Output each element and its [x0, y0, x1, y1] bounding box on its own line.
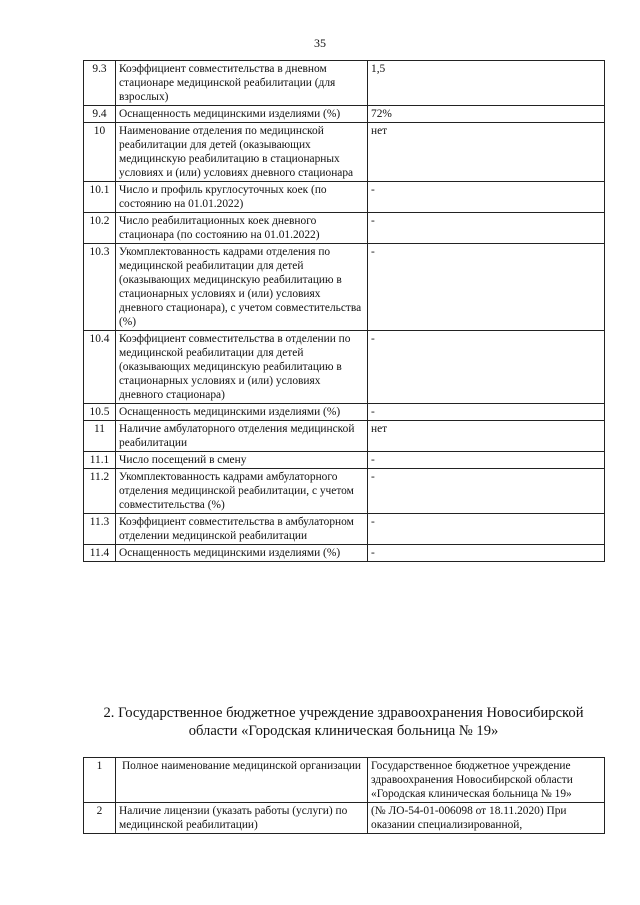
indicator-name: Число посещений в смену [116, 452, 368, 469]
row-number: 11.2 [84, 469, 116, 514]
table-row [84, 331, 605, 404]
indicator-value: - [368, 404, 605, 421]
table-row [84, 469, 605, 514]
table-row [84, 244, 605, 331]
table-row [84, 182, 605, 213]
row-number: 10 [84, 123, 116, 182]
indicator-value: - [368, 514, 605, 545]
table-row [84, 404, 605, 421]
row-number: 1 [84, 758, 116, 803]
indicator-value: - [368, 331, 605, 404]
rehabilitation-table [83, 60, 605, 562]
indicator-name: Наличие лицензии (указать работы (услуги) по медицинской реабилитации) [116, 803, 368, 834]
table-row [84, 545, 605, 562]
row-number: 10.1 [84, 182, 116, 213]
table-row [84, 421, 605, 452]
indicator-name: Наличие амбулаторного отделения медицинской реабилитации [116, 421, 368, 452]
indicator-name: Коэффициент совместительства в дневном стационаре медицинской реабилитации (для взрослых) [116, 61, 368, 106]
organization-table [83, 757, 605, 834]
indicator-value: 72% [368, 106, 605, 123]
row-number: 11.1 [84, 452, 116, 469]
indicator-value: 1,5 [368, 61, 605, 106]
indicator-value: - [368, 452, 605, 469]
page-number: 35 [314, 36, 326, 50]
table-row [84, 452, 605, 469]
section-heading: 2. Государственное бюджетное учреждение здравоохранения Новосибирской области «Городская клиническая больница № 19» [103, 705, 584, 739]
table-row [84, 61, 605, 106]
indicator-name: Полное наименование медицинской организации [116, 758, 368, 803]
indicator-value: - [368, 545, 605, 562]
indicator-value: - [368, 244, 605, 331]
indicator-name: Наименование отделения по медицинской реабилитации для детей (оказывающих медицинскую реабилитацию в стационарных условиях и (или) условиях дневного стационара [116, 123, 368, 182]
indicator-value: нет [368, 123, 605, 182]
table-row [84, 213, 605, 244]
indicator-value: - [368, 469, 605, 514]
row-number: 9.3 [84, 61, 116, 106]
table-row [84, 758, 605, 803]
table-row [84, 106, 605, 123]
indicator-name: Оснащенность медицинскими изделиями (%) [116, 404, 368, 421]
row-number: 10.4 [84, 331, 116, 404]
row-number: 11 [84, 421, 116, 452]
indicator-name: Оснащенность медицинскими изделиями (%) [116, 106, 368, 123]
indicator-value: (№ ЛО-54-01-006098 от 18.11.2020) При оказании специализированной, [368, 803, 605, 834]
indicator-name: Оснащенность медицинскими изделиями (%) [116, 545, 368, 562]
row-number: 10.5 [84, 404, 116, 421]
indicator-name: Укомплектованность кадрами амбулаторного отделения медицинской реабилитации, с учетом совместительства (%) [116, 469, 368, 514]
row-number: 9.4 [84, 106, 116, 123]
indicator-name: Коэффициент совместительства в отделении по медицинской реабилитации для детей (оказывающих медицинскую реабилитацию в стационарных условиях и (или) условиях дневного стационара) [116, 331, 368, 404]
row-number: 10.3 [84, 244, 116, 331]
indicator-name: Число реабилитационных коек дневного стационара (по состоянию на 01.01.2022) [116, 213, 368, 244]
indicator-value: нет [368, 421, 605, 452]
row-number: 10.2 [84, 213, 116, 244]
indicator-name: Коэффициент совместительства в амбулаторном отделении медицинской реабилитации [116, 514, 368, 545]
indicator-name: Укомплектованность кадрами отделения по медицинской реабилитации для детей (оказывающих медицинскую реабилитацию в стационарных условиях и (или) условиях дневного стационара), с учетом совместительства (%) [116, 244, 368, 331]
row-number: 11.3 [84, 514, 116, 545]
table-row [84, 803, 605, 834]
table-row [84, 514, 605, 545]
table-row [84, 123, 605, 182]
indicator-value: Государственное бюджетное учреждение здравоохранения Новосибирской области «Городская клиническая больница № 19» [368, 758, 605, 803]
indicator-name: Число и профиль круглосуточных коек (по состоянию на 01.01.2022) [116, 182, 368, 213]
row-number: 2 [84, 803, 116, 834]
row-number: 11.4 [84, 545, 116, 562]
indicator-value: - [368, 182, 605, 213]
indicator-value: - [368, 213, 605, 244]
